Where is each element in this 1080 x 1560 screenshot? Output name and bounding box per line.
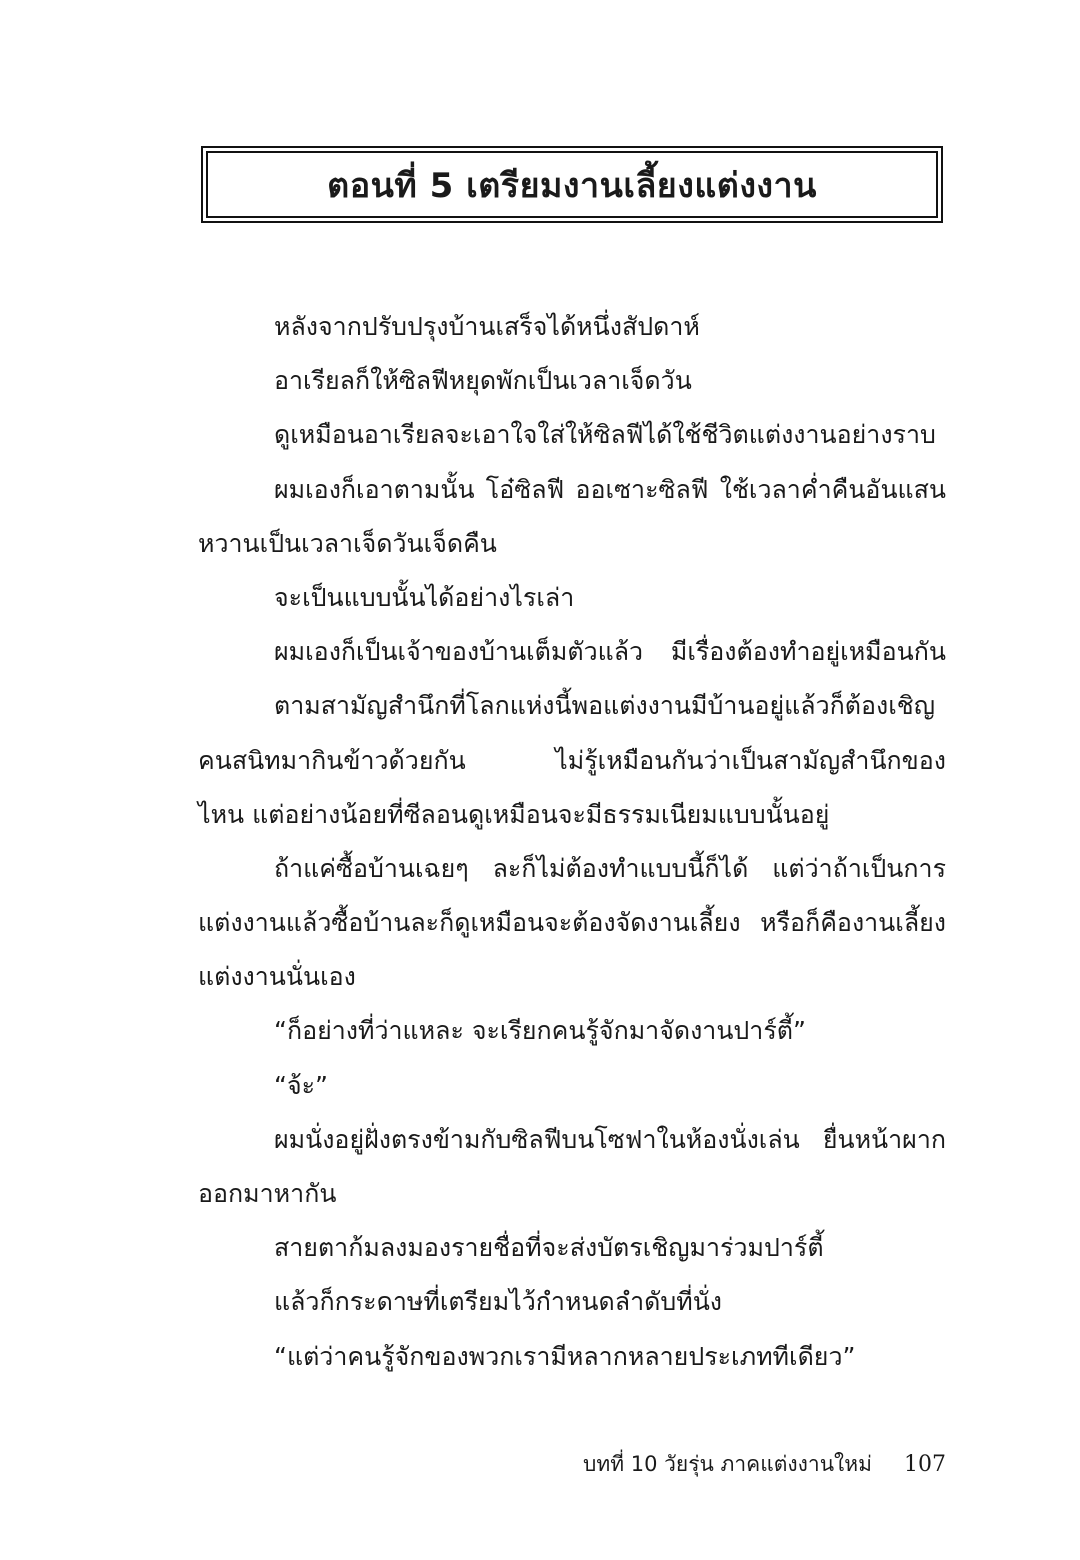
body-line: คนสนิทมากินข้าวด้วยกัน ไม่รู้เหมือนกันว่าเป็นสามัญสำนึกของ — [198, 745, 946, 775]
body-line: ไหน แต่อย่างน้อยที่ซีลอนดูเหมือนจะมีธรรมเนียมแบบนั้นอยู่ — [198, 799, 830, 829]
body-line: ผมเองก็เอาตามนั้น โอ๋ซิลฟี ออเซาะซิลฟี ใช้เวลาค่ำคืนอันแสน — [274, 474, 946, 504]
body-line: ผมนั่งอยู่ฝั่งตรงข้ามกับซิลฟีบนโซฟาในห้องนั่งเล่น ยื่นหน้าผาก — [274, 1124, 946, 1154]
body-line: อาเรียลก็ให้ซิลฟีหยุดพักเป็นเวลาเจ็ดวัน — [274, 366, 692, 396]
body-line: หลังจากปรับปรุงบ้านเสร็จได้หนึ่งสัปดาห์ — [274, 312, 700, 341]
chapter-title: ตอนที่ 5 เตรียมงานเลี้ยงแต่งงาน — [327, 165, 817, 206]
body-line: ออกมาหากัน — [198, 1179, 337, 1208]
body-line: ผมเองก็เป็นเจ้าของบ้านเต็มตัวแล้ว มีเรื่องต้องทำอยู่เหมือนกัน — [274, 637, 946, 667]
body-line: จะเป็นแบบนั้นได้อย่างไรเล่า — [274, 582, 575, 612]
page-number: 107 — [904, 1452, 946, 1477]
body-text — [198, 300, 946, 1384]
body-line: หวานเป็นเวลาเจ็ดวันเจ็ดคืน — [198, 528, 497, 558]
body-line: แล้วก็กระดาษที่เตรียมไว้กำหนดลำดับที่นั่ง — [274, 1287, 722, 1317]
chapter-title-inner-frame — [206, 151, 938, 218]
body-line: ตามสามัญสำนึกที่โลกแห่งนี้พอแต่งงานมีบ้านอยู่แล้วก็ต้องเชิญ — [274, 691, 936, 721]
body-line: แต่งงานแล้วซื้อบ้านละก็ดูเหมือนจะต้องจัดงานเลี้ยง หรือก็คืองานเลี้ยง — [198, 908, 946, 938]
body-line: แต่งงานนั่นเอง — [198, 962, 356, 992]
body-line: “ก็อย่างที่ว่าแหละ จะเรียกคนรู้จักมาจัดงานปาร์ตี้” — [274, 1016, 806, 1046]
body-line: ดูเหมือนอาเรียลจะเอาใจใส่ให้ซิลฟีได้ใช้ชีวิตแต่งงานอย่างราบ — [274, 420, 936, 450]
body-line: สายตาก้มลงมองรายชื่อที่จะส่งบัตรเชิญมาร่วมปาร์ตี้ — [274, 1233, 824, 1263]
body-line: “จ้ะ” — [274, 1070, 328, 1100]
page-footer — [583, 1448, 946, 1481]
running-title: บทที่ 10 วัยรุ่น ภาคแต่งงานใหม่ — [583, 1452, 872, 1476]
body-line: ถ้าแค่ซื้อบ้านเฉยๆ ละก็ไม่ต้องทำแบบนี้ก็ได้ แต่ว่าถ้าเป็นการ — [274, 853, 946, 883]
body-line: “แต่ว่าคนรู้จักของพวกเรามีหลากหลายประเภททีเดียว” — [274, 1341, 856, 1371]
chapter-title-frame — [201, 146, 943, 223]
